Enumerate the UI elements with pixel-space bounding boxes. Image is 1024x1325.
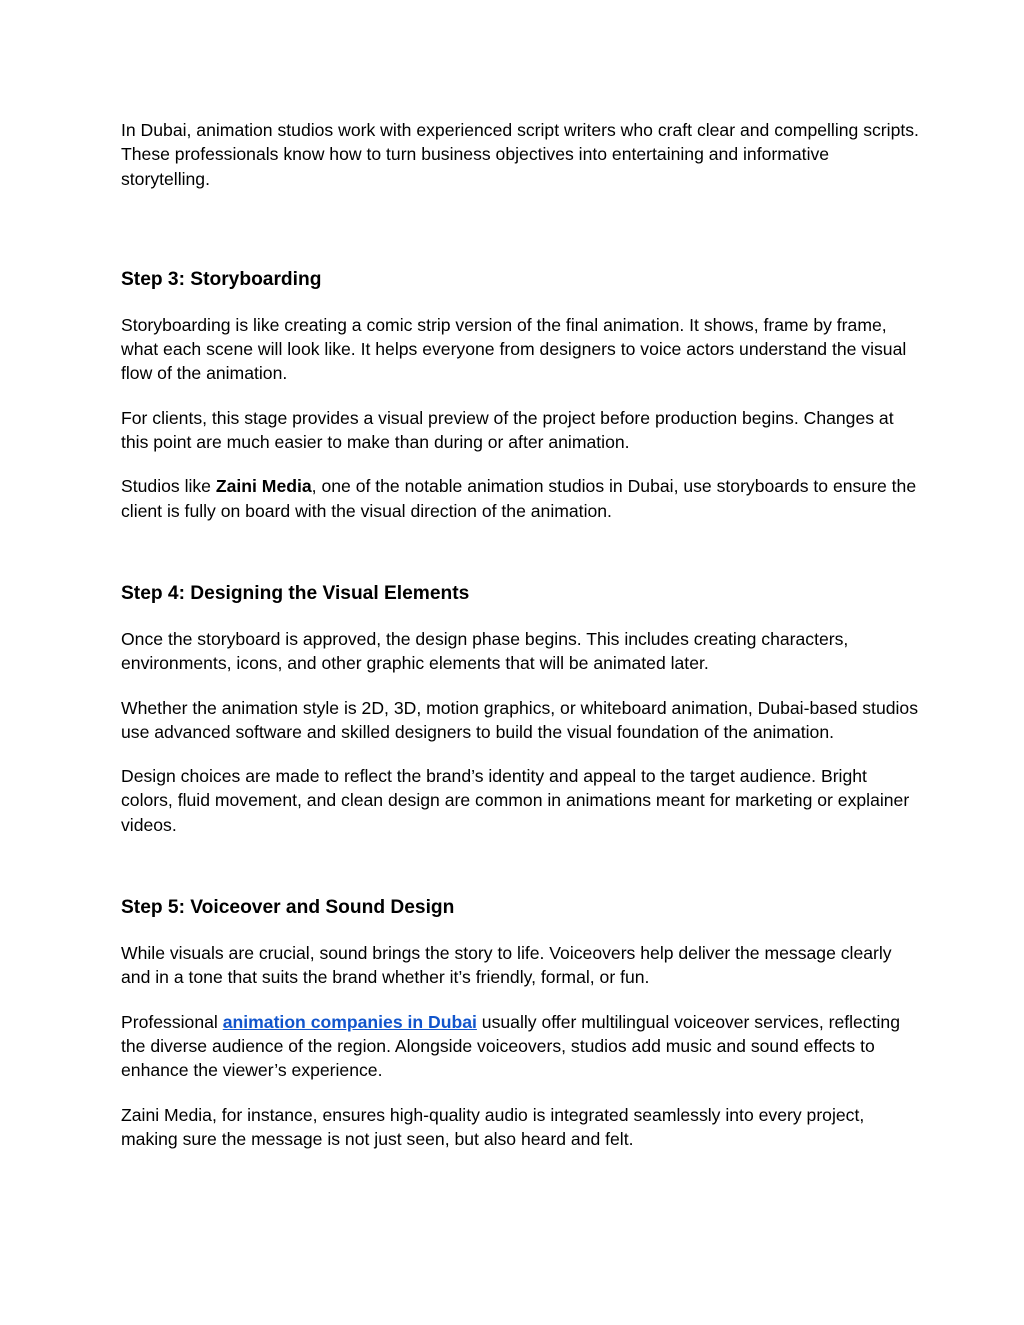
step-5-paragraph-1: While visuals are crucial, sound brings the story to life. Voiceovers help deliver the message clearly and in a tone that suits the brand whether it’s friendly, formal, or fun. xyxy=(121,943,892,988)
step-5-p2-lead: Professional xyxy=(121,1011,223,1032)
step-4-paragraph-1: Once the storyboard is approved, the design phase begins. This includes creating characters, environments, icons, and other graphic elements that will be animated later. xyxy=(121,628,849,674)
step-3-paragraph-3 xyxy=(121,474,921,523)
zaini-media-bold: Zaini Media xyxy=(215,476,312,497)
step-5-heading: Step 5: Voiceover and Sound Design xyxy=(121,897,455,919)
step-5-paragraph-3: Zaini Media, for instance, ensures high-quality audio is integrated seamlessly into every project, making sure the message is not just seen, but also heard and felt. xyxy=(121,1104,865,1149)
section-step-5 xyxy=(121,895,921,1151)
step-4-paragraph-2: Whether the animation style is 2D, 3D, motion graphics, or whiteboard animation, Dubai-based studios use advanced software and skilled designers to build the visual foundation of the animation. xyxy=(121,697,919,742)
step-3-p3-rest: , one of the notable animation studios in Dubai, use storyboards to ensure the client is fully on board with the visual direction of the animation. xyxy=(121,476,917,521)
document-page xyxy=(121,118,921,1151)
animation-companies-link[interactable]: animation companies in Dubai xyxy=(222,1011,477,1032)
step-3-paragraph-2: For clients, this stage provides a visual preview of the project before production begins. Changes at this point are much easier to make than during or after animation. xyxy=(121,407,894,453)
section-spacer xyxy=(121,837,921,895)
step-3-paragraph-1: Storyboarding is like creating a comic strip version of the final animation. It shows, frame by frame, what each scene will look like. It helps everyone from designers to voice actors understand the visual flow of the animation. xyxy=(121,314,907,384)
step-3-heading: Step 3: Storyboarding xyxy=(121,268,322,290)
section-step-4 xyxy=(121,581,921,837)
intro-paragraph: In Dubai, animation studios work with experienced script writers who craft clear and compelling scripts. These professionals know how to turn business objectives into entertaining and informative storytelling. xyxy=(121,120,919,189)
step-4-paragraph-3: Design choices are made to reflect the brand’s identity and appeal to the target audience. Bright colors, fluid movement, and clean design are common in animations meant for marketing or explainer videos. xyxy=(121,766,910,835)
section-spacer xyxy=(121,523,921,581)
step-5-p2-rest: usually offer multilingual voiceover services, reflecting the diverse audience of the region. Alongside voiceovers, studios add music and sound effects to enhance the viewer’s experience. xyxy=(121,1011,900,1081)
section-step-3 xyxy=(121,267,921,523)
step-5-paragraph-2 xyxy=(121,1010,921,1083)
step-4-heading: Step 4: Designing the Visual Elements xyxy=(121,582,470,604)
step-3-p3-lead: Studios like xyxy=(121,476,216,497)
